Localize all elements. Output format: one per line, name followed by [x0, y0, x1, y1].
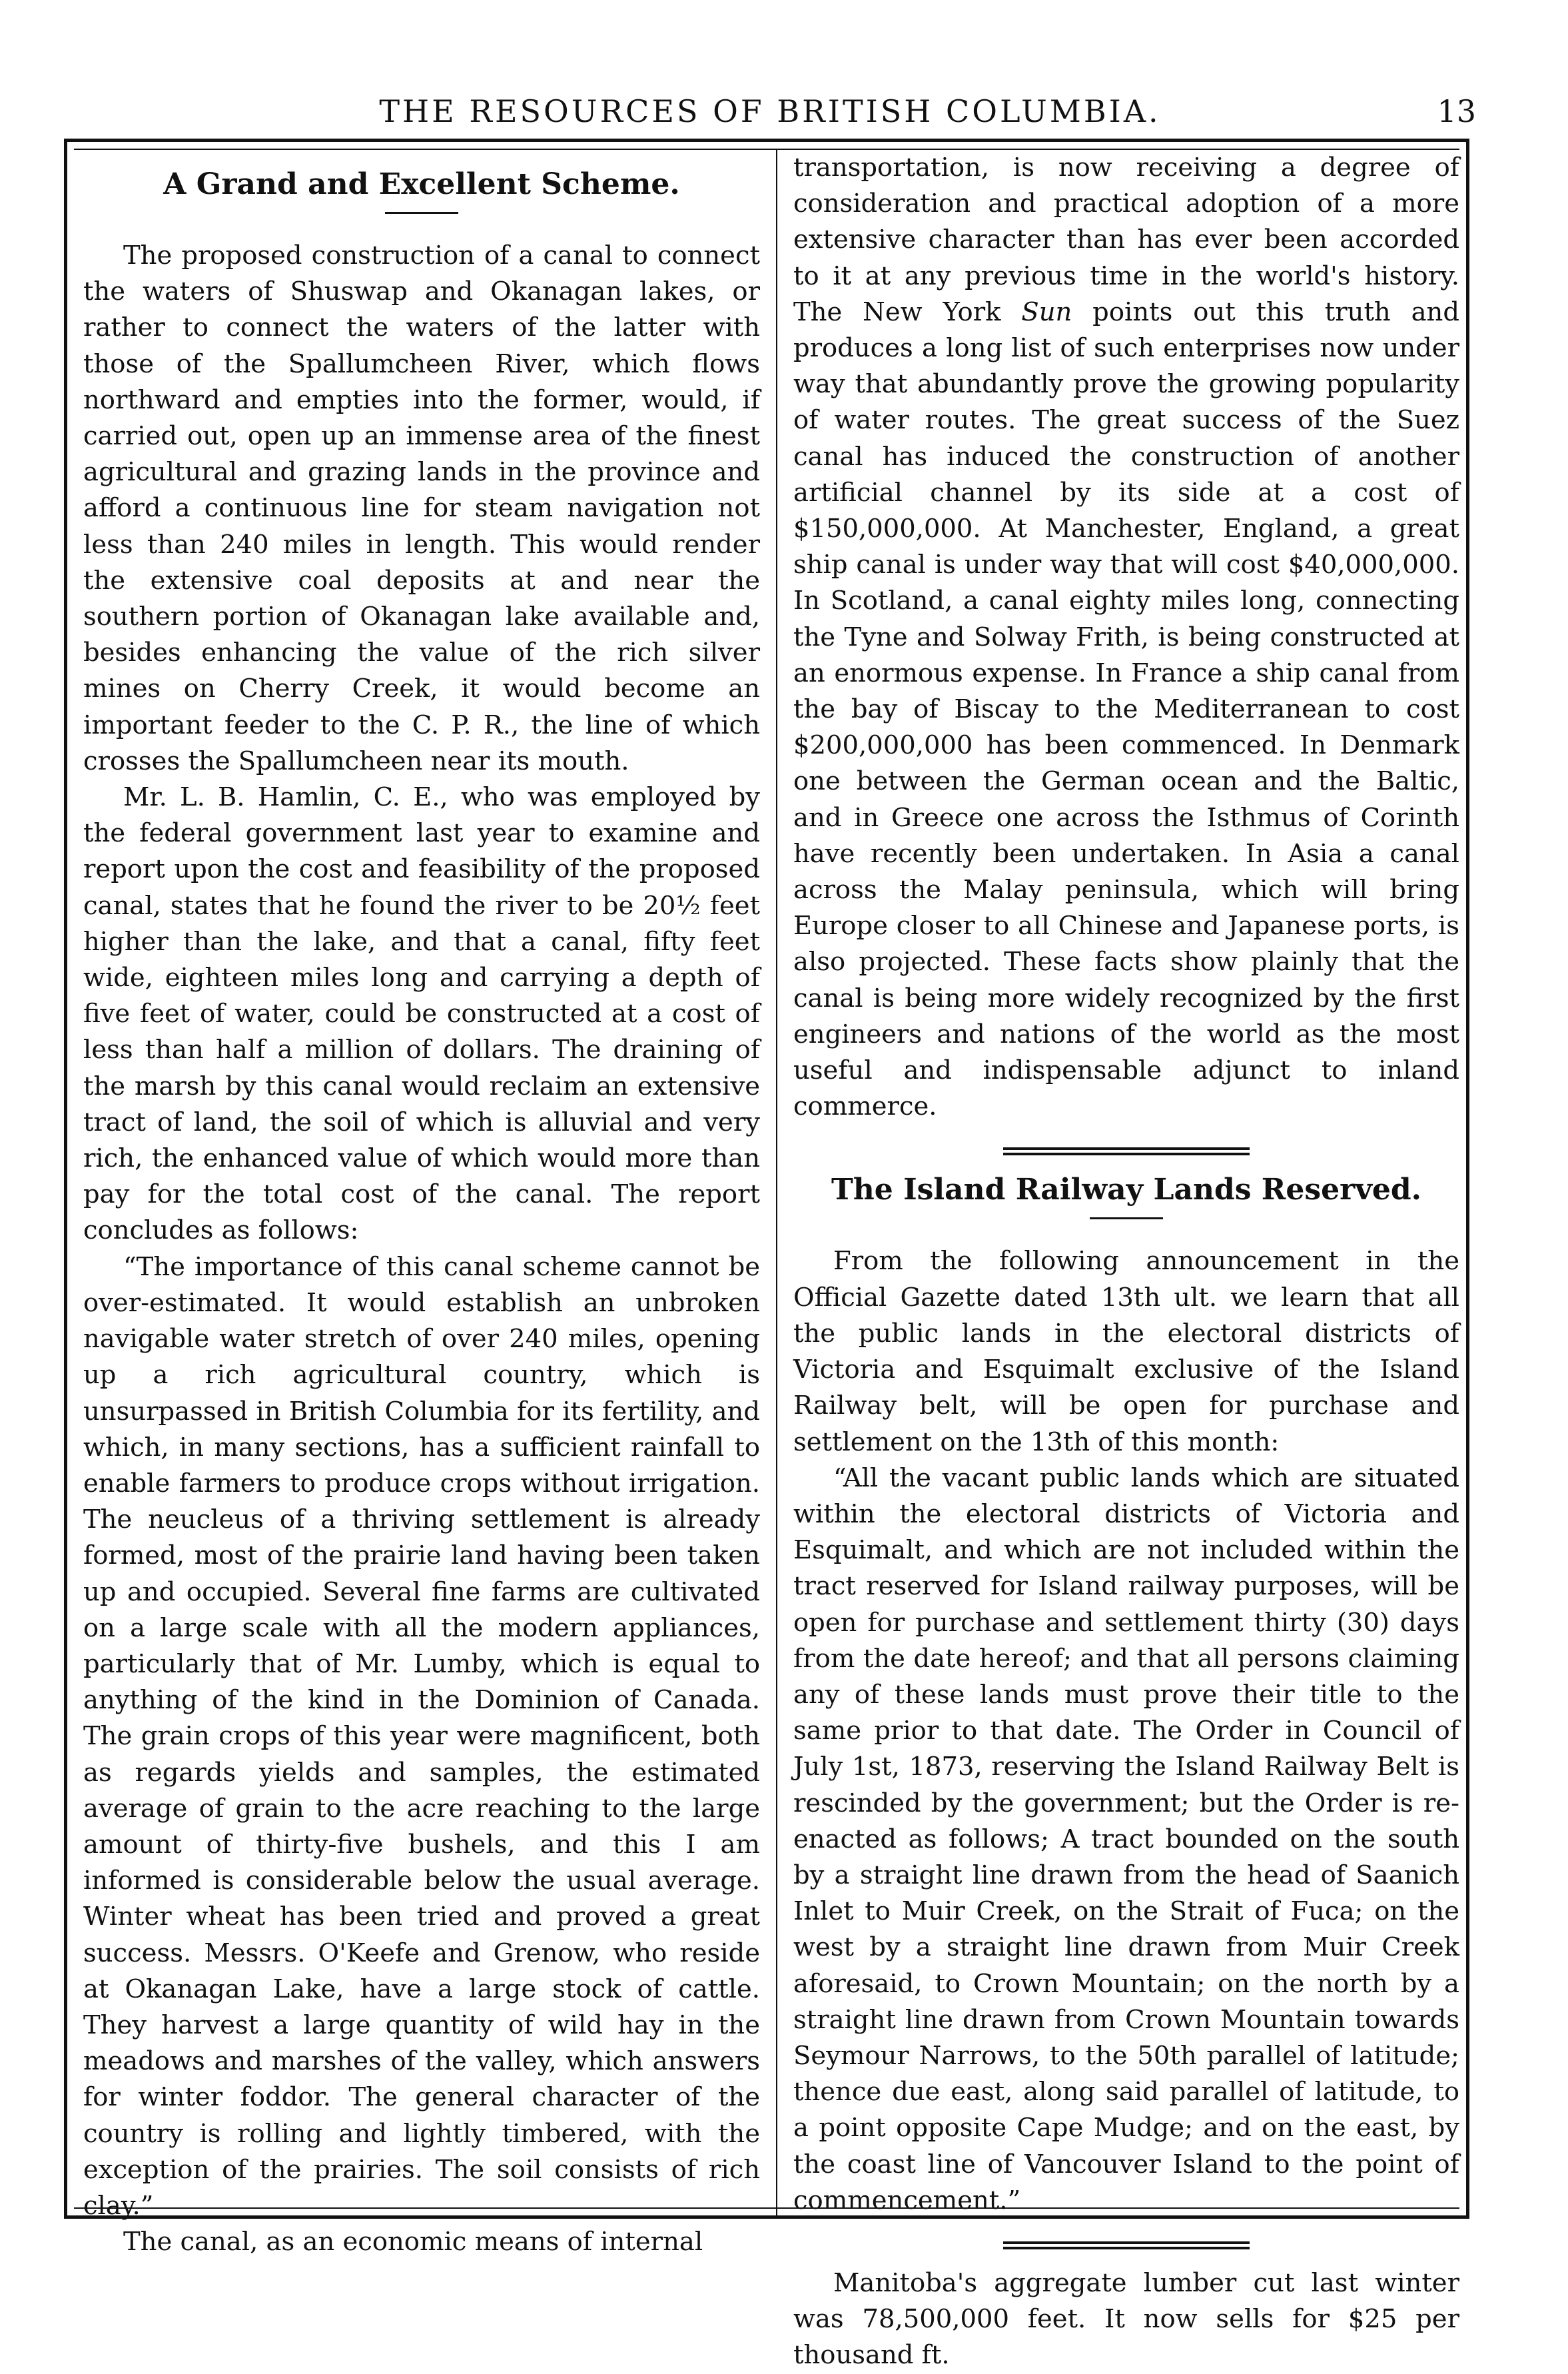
section-double-rule [1003, 1147, 1250, 1155]
right-column [793, 150, 1459, 2371]
news-note-paragraph: Manitoba's aggregate lumber cut last winter was 78,500,000 feet. It now sells for $25 per thousand ft. [793, 2267, 1459, 2371]
page-number: 13 [1437, 93, 1476, 129]
article-paragraph-continued [793, 150, 1459, 1125]
article-paragraph: The canal, as an economic means of internal [123, 2227, 703, 2257]
running-head [64, 93, 1476, 133]
article-paragraph: From the following announcement in the Official Gazette dated 13th ult. we learn that all the public lands in the electoral districts of Victoria and Esquimalt exclusive of the Island Railway belt, will be open for purchase and settlement on the 13th of this month: [793, 1246, 1459, 1457]
article-paragraph: “The importance of this canal scheme cannot be over-estimated. It would establish an unbroken navigable water stretch of over 240 miles, opening up a rich agricultural country, which is unsurpassed in British Columbia for its fertility, and which, in many sections, has a sufficient rainfall to enable farmers to produce crops without irrigation. The neucleus of a thriving settlement is already formed, most of the prairie land having been taken up and occupied. Several fine farms are cultivated on a large scale with all the modern appliances, particularly that of Mr. Lumby, which is equal to anything of the kind in the Dominion of Canada. The grain crops of this year were magnificent, both as regards yields and samples, the estimated average of grain to the acre reaching to the large amount of thirty-five bushels, and this I am informed is considerable below the usual average. Winter wheat has been tried and proved a great success. Messrs. O'Keefe and Grenow, who reside at Okanagan Lake, have a large stock of cattle. They harvest a large quantity of wild hay in the meadows and marshes of the valley, which answers for winter foddor. The general character of the country is rolling and lightly timbered, with the exception of the prairies. The soil consists of rich clay.” [83, 1251, 760, 2221]
left-column [83, 150, 760, 2257]
article-heading-island-railway: The Island Railway Lands Reserved. [831, 1173, 1421, 1207]
page-frame-inner [74, 149, 1459, 2371]
newspaper-title: Sun [1021, 297, 1072, 327]
heading-rule [1090, 1217, 1163, 1219]
heading-rule [385, 212, 458, 214]
section-double-rule [1003, 2241, 1250, 2249]
article-heading-grand-scheme: A Grand and Excellent Scheme. [163, 167, 680, 201]
running-title: THE RESOURCES OF BRITISH COLUMBIA. [379, 93, 1161, 129]
article-paragraph: Mr. L. B. Hamlin, C. E., who was employed by the federal government last year to examine and report upon the cost and feasibility of the proposed canal, states that he found the river to be 20½ feet higher than the lake, and that a canal, fifty feet wide, eighteen miles long and carrying a depth of five feet of water, could be constructed at a cost of less than half a million of dollars. The draining of the marsh by this canal would reclaim an extensive tract of land, the soil of which is alluvial and very rich, the enhanced value of which would more than pay for the total cost of the canal. The report concludes as follows: [83, 782, 760, 1246]
page-frame [64, 139, 1469, 2371]
paragraph-text: transportation, is now receiving a degree of consideration and practical adoption of a more extensive character than has ever been accorded to it at any previous time in the world's history. The New York [793, 153, 1459, 327]
article-paragraph: The proposed construction of a canal to connect the waters of Shuswap and Okanagan lakes, or rather to connect the waters of the latter with those of the Spallumcheen River, which flows northward and empties into the former, would, if carried out, open up an immense area of the finest agricultural and grazing lands in the province and afford a continuous line for steam navigation not less than 240 miles in length. This would render the extensive coal deposits at and near the southern portion of Okanagan lake available and, besides enhancing the value of the rich silver mines on Cherry Creek, it would become an important feeder to the C. P. R., the line of which crosses the Spallumcheen near its mouth. [83, 241, 760, 776]
paragraph-text: points out this truth and produces a long list of such enterprises now under way that abundantly prove the growing popularity of water routes. The great success of the Suez canal has induced the construction of another artificial channel by its side at a cost of $150,000,000. At Manchester, England, a great ship canal is under way that will cost $40,000,000. In Scotland, a canal eighty miles long, connecting the Tyne and Solway Frith, is being constructed at an enormous expense. In France a ship canal from the bay of Biscay to the Mediterranean to cost $200,000,000 has been commenced. In Denmark one between the German ocean and the Baltic, and in Greece one across the Isthmus of Corinth have recently been undertaken. In Asia a canal across the Malay peninsula, which will bring Europe closer to all Chinese and Japanese ports, is also projected. These facts show plainly that the canal is being more widely recognized by the first engineers and nations of the world as the most useful and indispensable adjunct to inland commerce. [793, 297, 1459, 1122]
column-divider [776, 150, 777, 2215]
article-paragraph: “All the vacant public lands which are situated within the electoral districts of Victoria and Esquimalt, and which are not included within the tract reserved for Island railway purposes, will be open for purchase and settlement thirty (30) days from the date hereof; and that all persons claiming any of these lands must prove their title to the same prior to that date. The Order in Council of July 1st, 1873, reserving the Island Railway Belt is rescinded by the government; but the Order is re-enacted as follows; A tract bounded on the south by a straight line drawn from the head of Saanich Inlet to Muir Creek, on the Strait of Fuca; on the west by a straight line drawn from Muir Creek aforesaid, to Crown Mountain; on the north by a straight line drawn from Crown Mountain towards Seymour Narrows, to the 50th parallel of latitude; thence due east, along said parallel of latitude, to a point opposite Cape Mudge; and on the east, by the coast line of Vancouver Island to the point of commencement.” [793, 1463, 1459, 2215]
